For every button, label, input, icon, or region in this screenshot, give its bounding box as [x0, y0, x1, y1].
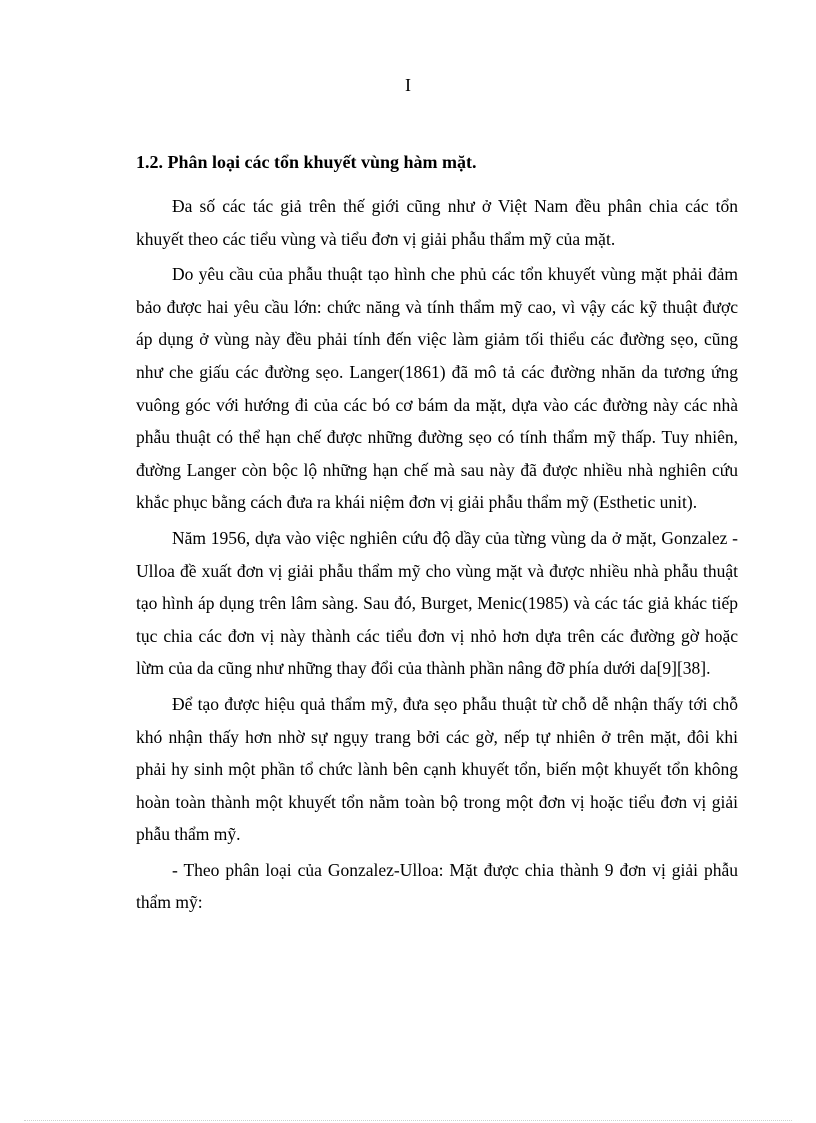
- document-body: [136, 146, 738, 919]
- page-number: I: [405, 75, 411, 95]
- paragraph-2: Do yêu cầu của phẫu thuật tạo hình che phủ các tổn khuyết vùng mặt phải đảm bảo được hai yêu cầu lớn: chức năng và tính thẩm mỹ cao, vì vậy các kỹ thuật được áp dụng ở vùng này đều phải tính đến việc làm giảm tối thiểu các đường sẹo, cũng như che giấu các đường sẹo. Langer(1861) đã mô tả các đường nhăn da tương ứng vuông góc với hướng đi của các bó cơ bám da mặt, dựa vào các đường này các nhà phẫu thuật có thể hạn chế được những đường sẹo có tính thẩm mỹ thấp. Tuy nhiên, đường Langer còn bộc lộ những hạn chế mà sau này đã được nhiều nhà nghiên cứu khắc phục bằng cách đưa ra khái niệm đơn vị giải phẫu thẩm mỹ (Esthetic unit).: [136, 264, 738, 513]
- paragraph-5: - Theo phân loại của Gonzalez-Ulloa: Mặt được chia thành 9 đơn vị giải phẫu thẩm mỹ:: [136, 859, 738, 913]
- section-heading: 1.2. Phân loại các tổn khuyết vùng hàm mặt.: [136, 152, 477, 172]
- paragraph-1: Đa số các tác giả trên thế giới cũng như ở Việt Nam đều phân chia các tổn khuyết theo các tiểu vùng và tiểu đơn vị giải phẫu thẩm mỹ của mặt.: [136, 196, 738, 249]
- paragraph-3: Năm 1956, dựa vào việc nghiên cứu độ dầy của từng vùng da ở mặt, Gonzalez - Ulloa đề xuất đơn vị giải phẫu thẩm mỹ cho vùng mặt và được nhiều nhà phẫu thuật tạo hình áp dụng trên lâm sàng. Sau đó, Burget, Menic(1985) và các tác giả khác tiếp tục chia các đơn vị này thành các tiểu đơn vị nhỏ hơn dựa trên các đường gờ hoặc lừm của da cũng như những thay đổi của thành phần nâng đỡ phía dưới da[9][38].: [136, 527, 738, 679]
- page-bottom-divider: [24, 1120, 792, 1121]
- paragraph-4: Để tạo được hiệu quả thẩm mỹ, đưa sẹo phẫu thuật từ chỗ dễ nhận thấy tới chỗ khó nhận thấy hơn nhờ sự ngụy trang bởi các gờ, nếp tự nhiên ở trên mặt, đôi khi phải hy sinh một phần tổ chức lành bên cạnh khuyết tổn, biến một khuyết tổn không hoàn toàn thành một khuyết tổn nằm toàn bộ trong một đơn vị hoặc tiểu đơn vị giải phẫu thẩm mỹ.: [136, 693, 738, 845]
